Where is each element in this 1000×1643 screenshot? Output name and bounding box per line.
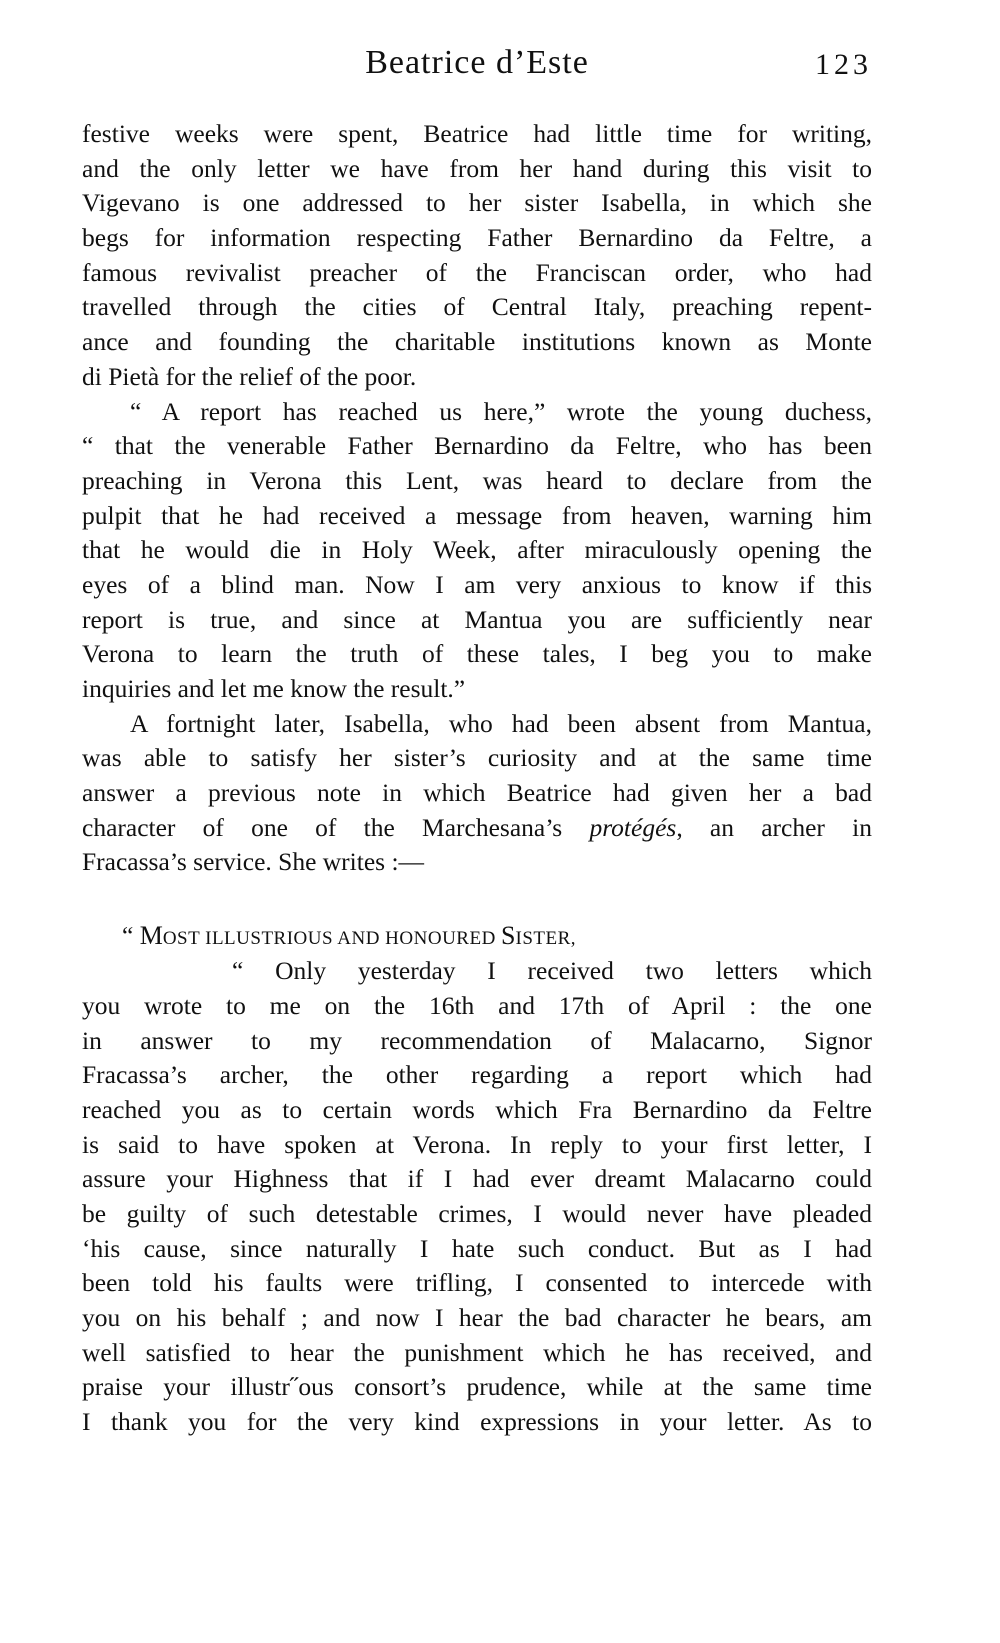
text-line: be guilty of such detestable crimes, I would never have pleaded [82, 1198, 872, 1228]
text-line: well satisfied to hear the punishment which he has received, and [82, 1337, 872, 1367]
salutation-capital: M [139, 921, 163, 951]
letter-salutation [82, 918, 872, 954]
paragraph-beatrice-quote [82, 395, 872, 707]
text-line: praise your illustr˝ous consort’s prudence, while at the same time [82, 1372, 872, 1402]
text-line: I thank you for the very kind expressions in your letter. As to [82, 1407, 872, 1437]
text-line: in answer to my recommendation of Malacarno, Signor [82, 1025, 872, 1055]
text-line: ance and founding the charitable institutions known as Monte [82, 327, 872, 357]
running-header [82, 44, 872, 88]
text-line: Fracassa’s archer, the other regarding a report which had [82, 1060, 872, 1090]
paragraph-fortnight-later [82, 707, 872, 880]
text-line: festive weeks were spent, Beatrice had little time for writing, [82, 119, 872, 148]
text-line: “ Only yesterday I received two letters which [232, 956, 872, 986]
text-line: pulpit that he had received a message from heaven, warning him [82, 500, 872, 530]
text-line: “ that the venerable Father Bernardino da Feltre, who has been [82, 431, 872, 461]
text-line: and the only letter we have from her hand during this visit to [82, 153, 872, 183]
body-text [82, 117, 872, 1440]
italic-word: protégés [589, 812, 677, 842]
text-line: assure your Highness that if I had ever dreamt Malacarno could [82, 1164, 872, 1194]
text-line: eyes of a blind man. Now I am very anxious to know if this [82, 569, 872, 599]
text-line: begs for information respecting Father Bernardino da Feltre, a [82, 223, 872, 253]
salutation-smallcaps: OST ILLUSTRIOUS AND HONOURED [162, 928, 502, 950]
letter-body [82, 954, 872, 1440]
text-line: answer a previous note in which Beatrice had given her a bad [82, 778, 872, 808]
running-title: Beatrice d’Este [365, 44, 589, 81]
text-line: you on his behalf ; and now I hear the bad character he bears, am [82, 1303, 872, 1332]
salutation-smallcaps: ISTER, [515, 928, 577, 950]
text-line: A fortnight later, Isabella, who had been absent from Mantua, [130, 708, 872, 738]
text-line: preaching in Verona this Lent, was heard to declare from the [82, 465, 872, 495]
paragraph-continuation [82, 117, 872, 395]
salutation-capital: S [501, 921, 516, 951]
text-line: is said to have spoken at Verona. In reply to your first letter, I [82, 1129, 872, 1159]
text-line: famous revivalist preacher of the Franciscan order, who had [82, 257, 872, 287]
text-line: ‘his cause, since naturally I hate such conduct. But as I had [82, 1233, 872, 1263]
text-line: that he would die in Holy Week, after miraculously opening the [82, 535, 872, 565]
text-line: travelled through the cities of Central Italy, preaching repent- [82, 292, 872, 322]
salutation-quote: “ [122, 921, 140, 951]
text-line: Fracassa’s service. She writes :— [82, 847, 425, 877]
text-line: Verona to learn the truth of these tales, I beg you to make [82, 639, 872, 669]
text-line: you wrote to me on the 16th and 17th of April : the one [82, 990, 872, 1020]
text-line: inquiries and let me know the result.” [82, 674, 466, 703]
line-text: character of one of the Marchesana’s [82, 812, 590, 842]
line-text: , an archer in [676, 812, 872, 842]
text-line: “ A report has reached us here,” wrote the young duchess, [130, 396, 872, 426]
text-line: been told his faults were trifling, I consented to intercede with [82, 1268, 872, 1298]
text-line: reached you as to certain words which Fra Bernardino da Feltre [82, 1094, 872, 1124]
text-line: was able to satisfy her sister’s curiosity and at the same time [82, 743, 872, 773]
section-spacer [82, 880, 872, 918]
text-line-with-italic [82, 811, 872, 846]
text-line: report is true, and since at Mantua you are sufficiently near [82, 604, 872, 634]
text-line: di Pietà for the relief of the poor. [82, 361, 417, 391]
text-line: Vigevano is one addressed to her sister Isabella, in which she [82, 188, 872, 218]
page-number: 123 [815, 48, 872, 81]
